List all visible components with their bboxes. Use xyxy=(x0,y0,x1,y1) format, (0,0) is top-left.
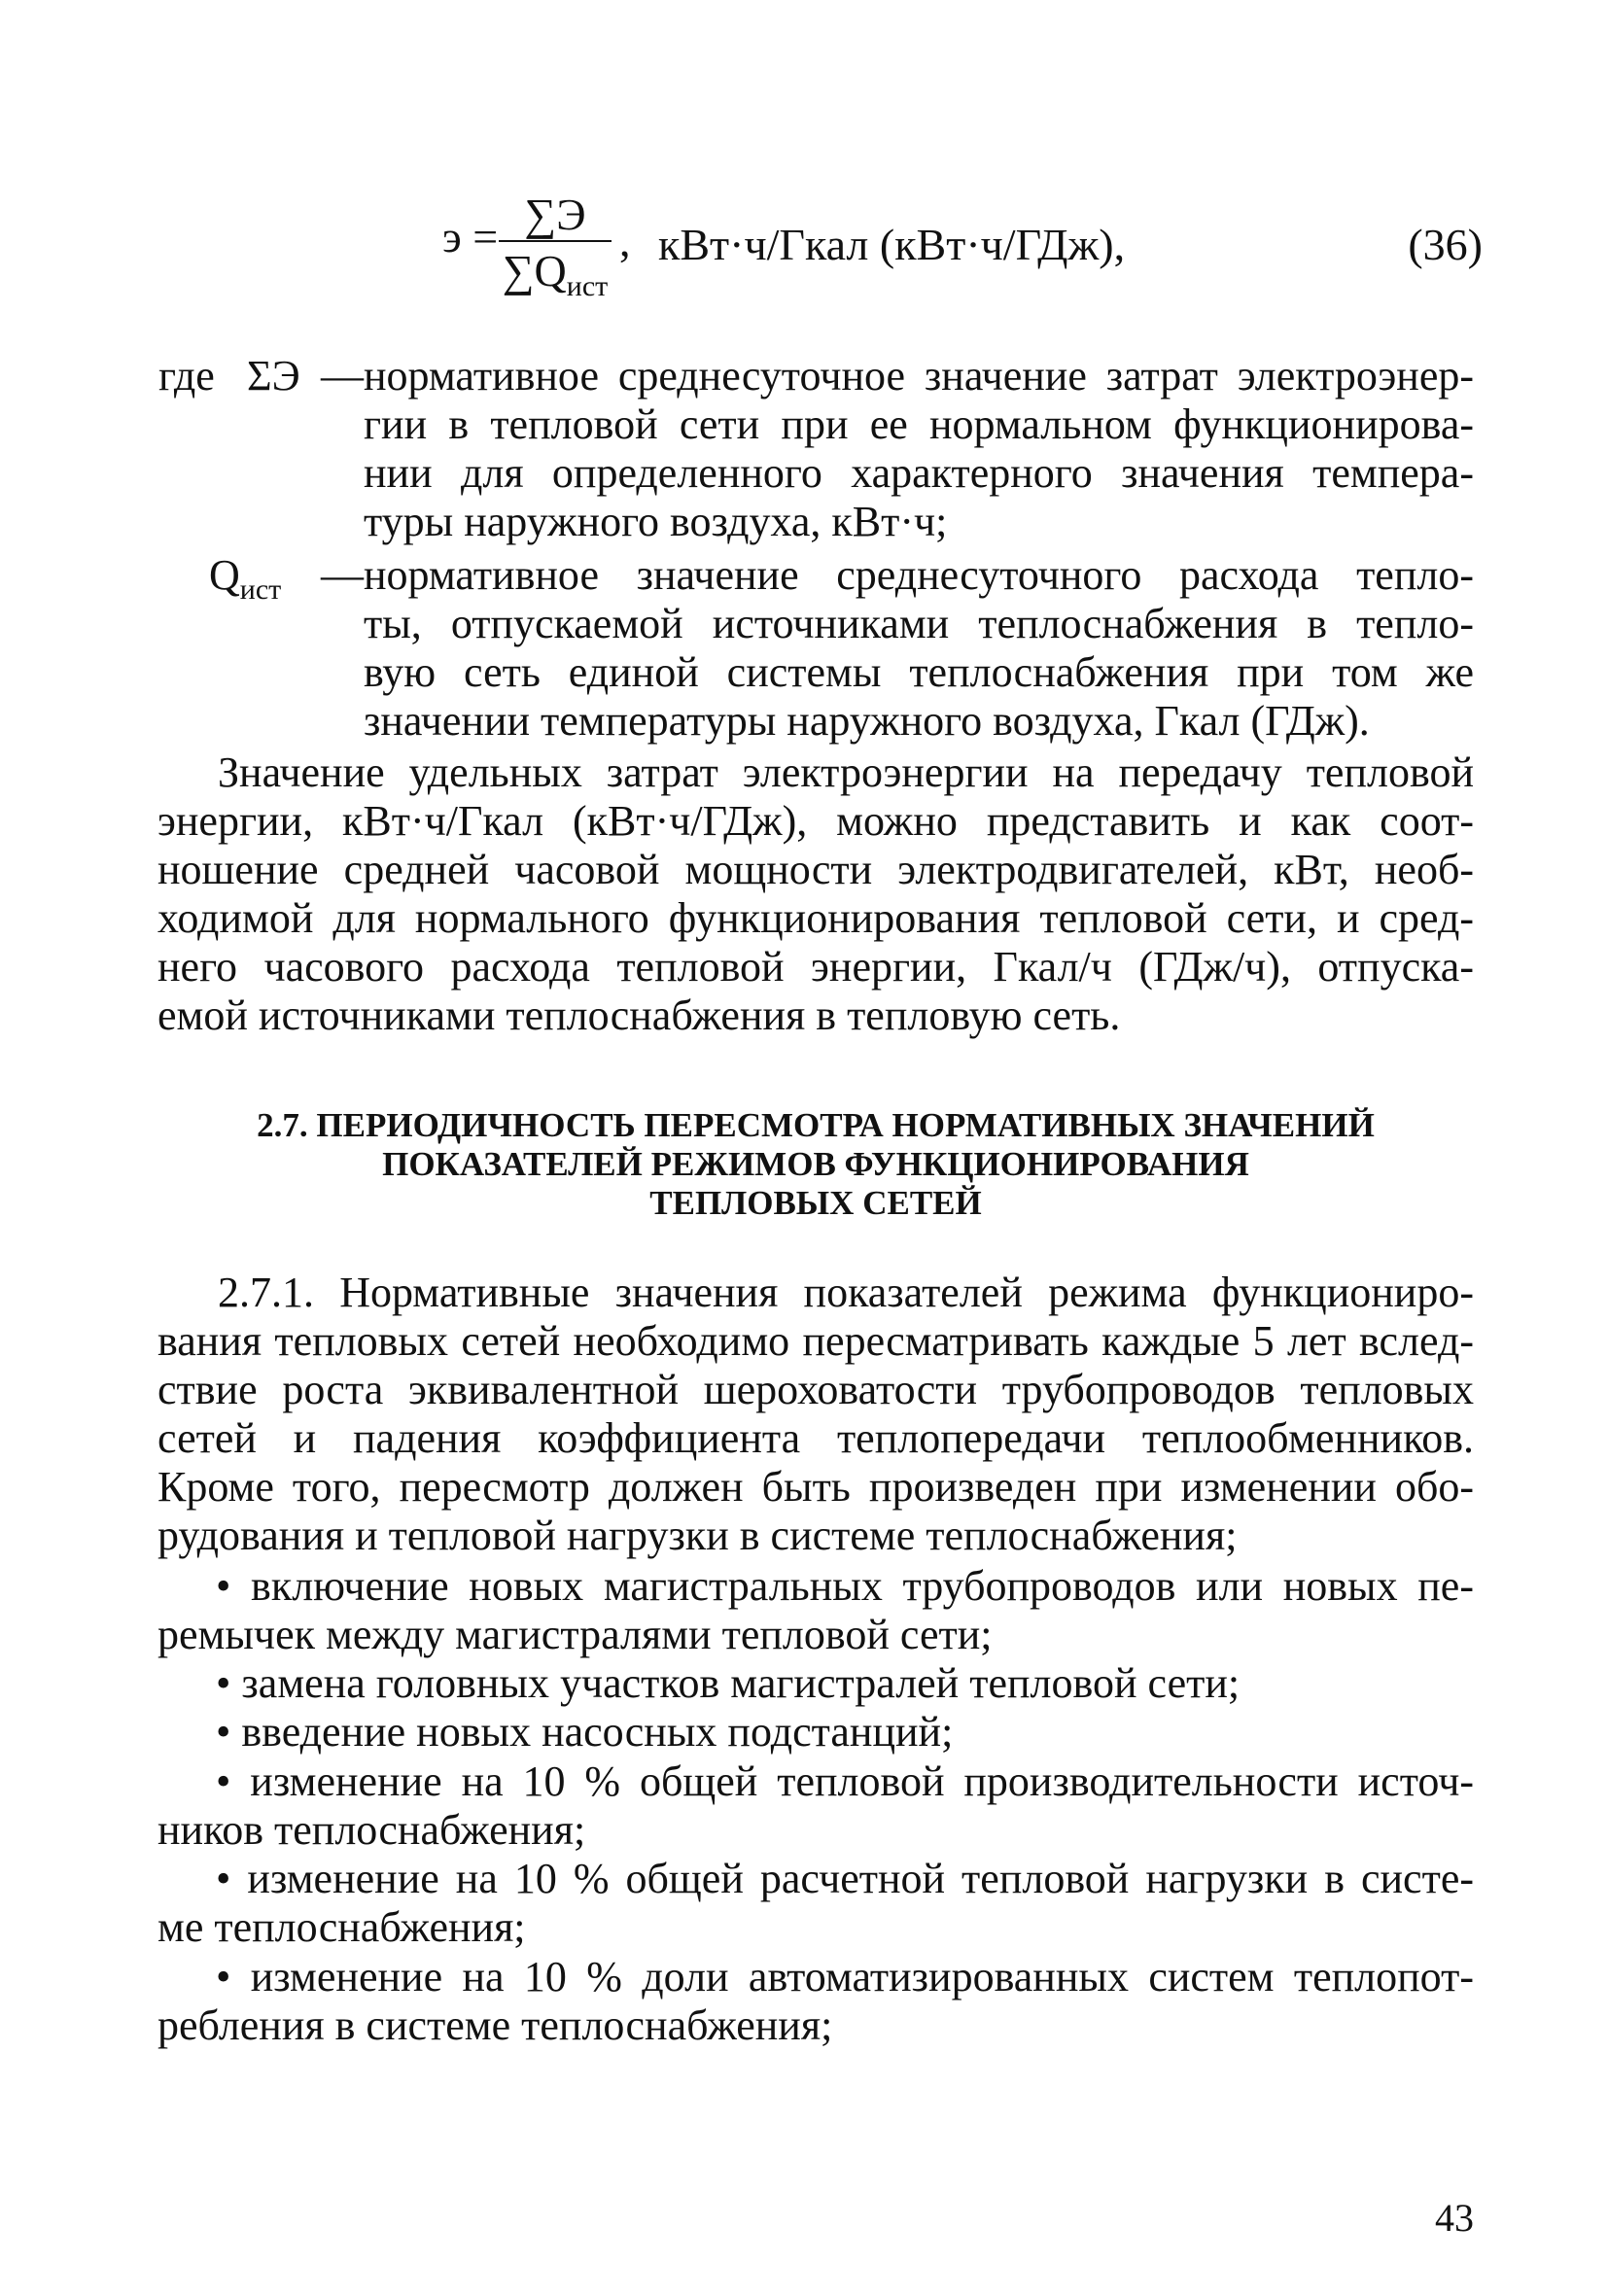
definition-sum-e xyxy=(0,352,1608,556)
section-heading-2-7: 2.7. ПЕРИОДИЧНОСТЬ ПЕРЕСМОТРА НОРМАТИВНЫХ ЗНАЧЕНИЙ ПОКАЗАТЕЛЕЙ РЕЖИМОВ ФУНКЦИОНИРОВАНИЯ ТЕПЛОВЫХ СЕТЕЙ xyxy=(257,1106,1375,1222)
formula-fraction xyxy=(497,190,613,300)
definition-text: нормативное среднесуточное значение затрат электроэнер- гии в тепловой сети при ее нормальном функционирова- нии для определенного характерного значения темпера- туры наружного воздуха, кВт·ч; xyxy=(364,352,1474,545)
paragraph-specific-energy: Значение удельных затрат электроэнергии на передачу тепловой энергии, кВт·ч/Гкал (кВт·ч/ГДж), можно представить и как соот- ношение средней часовой мощности электродвигателей, кВт, необ- ходимой для нормального функционирования тепловой сети, и сред- него часового расхода тепловой энергии, Гкал/ч (ГДж/ч), отпуска- емой источниками теплоснабжения в тепловую сеть. xyxy=(157,748,1474,1039)
page-number: 43 xyxy=(1435,2196,1474,2240)
bullet-item: • замена головных участков магистралей тепловой сети; xyxy=(216,1659,1241,1707)
bullet-item: • изменение на 10 % общей расчетной тепловой нагрузки в систе- ме теплоснабжения; xyxy=(157,1855,1474,1951)
bullet-item: • изменение на 10 % общей тепловой производительности источ- ников теплоснабжения; xyxy=(157,1757,1474,1854)
definition-dash: — xyxy=(321,551,364,599)
definition-dash: — xyxy=(321,352,364,400)
formula-lhs: э = xyxy=(442,212,499,261)
definition-q-ist xyxy=(0,551,1608,755)
formula-36 xyxy=(442,190,1483,306)
definition-symbol: $Q_{ист}$ xyxy=(209,551,282,606)
formula-numerator: ∑Э xyxy=(524,190,586,239)
definition-text: нормативное значение среднесуточного расхода тепло- ты, отпускаемой источниками теплоснабжения в тепло- вую сеть единой системы теплоснабжения при том же значении температуры наружного воздуха, Гкал (ГДж). xyxy=(364,551,1474,745)
formula-comma: , xyxy=(619,216,631,265)
bullet-item: • введение новых насосных подстанций; xyxy=(216,1708,954,1756)
formula-unit: кВт·ч/Гкал (кВт·ч/ГДж), xyxy=(658,220,1126,269)
paragraph-2-7-1: 2.7.1. Нормативные значения показателей режима функциониро- вания тепловых сетей необходимо пересматривать каждые 5 лет вслед- ствие роста эквивалентной шероховатости трубопроводов тепловых сетей и падения коэффициента теплопередачи теплообменников. Кроме того, пересмотр должен быть произведен при изменении обо- рудования и тепловой нагрузки в системе теплоснабжения; xyxy=(157,1269,1474,1559)
definition-prefix: где xyxy=(158,352,215,400)
bullet-item: • изменение на 10 % доли автоматизированных систем теплопот- ребления в системе теплоснабжения; xyxy=(157,1953,1474,2049)
formula-denominator: $\sum Q_{ист}$ xyxy=(502,246,609,302)
equation-number: (36) xyxy=(1408,220,1483,269)
definition-symbol: ΣЭ xyxy=(247,352,300,400)
bullet-item: • включение новых магистральных трубопроводов или новых пе- ремычек между магистралями тепловой сети; xyxy=(157,1562,1474,1658)
